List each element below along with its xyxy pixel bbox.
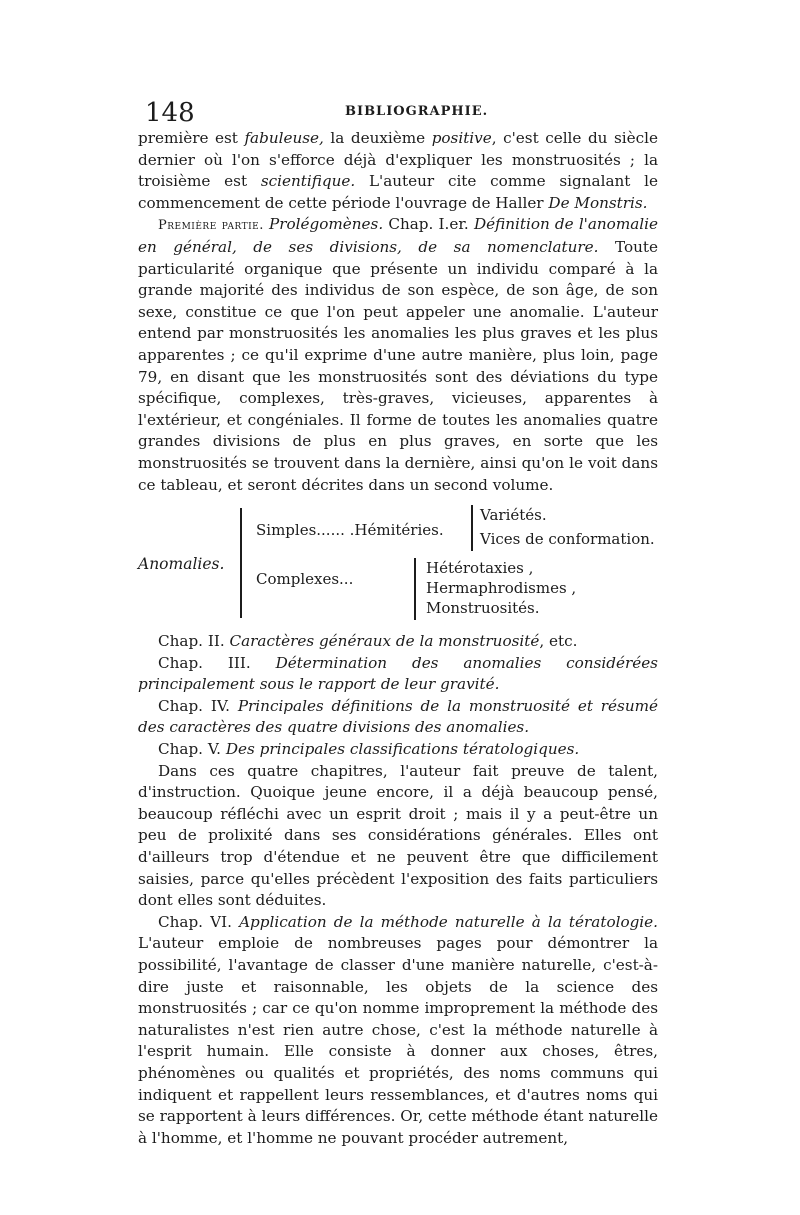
table-monstruosites: Monstruosités. (426, 599, 540, 618)
italic-run: positive (431, 129, 492, 147)
italic-run: De Monstris. (548, 193, 648, 212)
chapter-2-line (138, 631, 658, 653)
page-body (138, 128, 658, 1149)
chapter-5-line (138, 739, 658, 761)
text-run: L'auteur emploie de nombreuses pages pour démontrer la possibilité, l'avantage de classer d'une manière naturelle, c'est-à-dire juste et raisonnable, les objets de la science des monstruosités ; car ce qu'on nomme improprement la méthode des naturalistes n'est rien autre chose, c'est la méthode naturelle à l'esprit humain. Elle consiste à donner aux choses, êtres, phénomènes ou qualités et propriétés, des noms communs qui indiquent et rappellent leurs ressemblances, et d'autres noms qui se rapportent à leurs différences. Or, cette méthode étant naturelle à l'homme, et l'homme ne pouvant procéder autrement, (138, 934, 658, 1147)
text-run: L'auteur cite comme signalant le commencement de cette période l'ouvrage de Haller (138, 172, 658, 212)
brace-main (240, 508, 242, 618)
talent-paragraph: Dans ces quatre chapitres, l'auteur fait preuve de talent, d'instruction. Quoique jeune encore, il a déjà beaucoup pensé, beaucoup réfléchi avec un esprit droit ; mais il y a peut-être un peu de prolixité dans ses considérations générales. Elles ont d'ailleurs trop d'étendue et ne peuvent être que difficilement saisies, parce qu'elles précèdent l'exposition des faits particuliers dont elles sont déduites. (138, 761, 658, 910)
part1-paragraph (138, 214, 658, 496)
text-run: Chap. III. (158, 653, 276, 672)
text-run: Chap. V. (158, 740, 226, 759)
chapter-4-line (138, 696, 658, 739)
italic-run: fabuleuse, (244, 129, 324, 147)
running-title: BIBLIOGRAPHIE. (345, 104, 489, 119)
text-run: Chap. I.er. (383, 215, 474, 234)
italic-run: Détermination des anomalies considérées principalement sous le rapport de leur gravité. (138, 653, 658, 694)
page-header (145, 98, 665, 128)
intro-paragraph (138, 128, 658, 214)
text-run: première est (138, 129, 245, 147)
text-run: Chap. IV. (158, 696, 238, 715)
text-run: Chap. VI. (158, 912, 240, 931)
text-run: la deuxième (323, 129, 432, 147)
chapter-6-paragraph (138, 912, 658, 1150)
italic-run: scientifique. (260, 172, 356, 191)
italic-run: Définition de l'anomalie en général, de ses divisions, de sa nomenclature. (138, 215, 658, 256)
table-vices: Vices de conformation. (480, 530, 655, 549)
brace-complexes (414, 558, 416, 620)
text-run: Toute particularité organique que présente un individu comparé à la grande majorité des individus de son espèce, de son âge, de son sexe, constitue ce que l'on peut appeler une anomalie. L'auteur entend par monstruosités les anomalies les plus graves et les plus apparentes ; ce qu'il exprime d'une autre manière, plus loin, page 79, en disant que les monstruosités sont des déviations du type spécifique, complexes, très-graves, vicieuses, apparentes à l'extérieur, et congéniales. Il forme de toutes les anomalies quatre grandes divisions de plus en plus graves, en sorte que les monstruosités se trouvent dans la dernière, ainsi qu'on le voit dans ce tableau, et seront décrites dans un second volume. (138, 237, 658, 494)
table-root-label: Anomalies. (138, 555, 225, 574)
text-run: , etc. (539, 632, 578, 651)
brace-hemiteries (471, 505, 473, 551)
italic-run: Des principales classifications tératologiques. (225, 740, 580, 759)
part-label: Première partie. (158, 218, 264, 234)
table-simples: Simples...... .Hémitéries. (256, 521, 444, 540)
italic-run: Principales définitions de la monstruosité et résumé des caractères des quatre divisions des anomalies. (138, 696, 658, 737)
page-number: 148 (145, 98, 195, 128)
text-run: Chap. II. (158, 632, 230, 651)
italic-run: Application de la méthode naturelle à la tératologie. (239, 912, 658, 931)
table-hermaphrodismes: Hermaphrodismes , (426, 579, 577, 598)
anomalies-table (138, 502, 658, 625)
italic-run: Prolégomènes. (263, 215, 384, 234)
italic-run: Caractères généraux de la monstruosité (229, 632, 540, 651)
table-varietes: Variétés. (480, 506, 547, 525)
text-run: , c'est celle du siècle dernier où l'on s'efforce déjà d'expliquer les monstruosités ; la troisième est (138, 129, 658, 191)
table-complexes: Complexes... (256, 570, 354, 589)
table-heterotaxies: Hétérotaxies , (426, 559, 534, 578)
chapter-3-line (138, 653, 658, 696)
